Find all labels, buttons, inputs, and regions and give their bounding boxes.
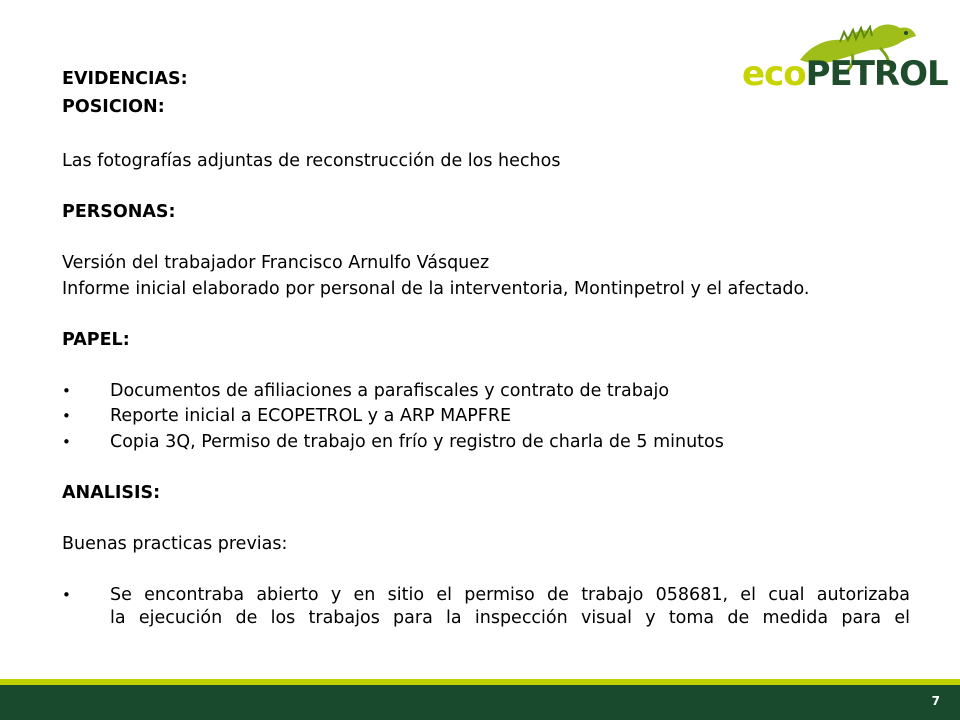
logo-wordmark — [742, 54, 948, 94]
buenas-practicas-text: Buenas practicas previas: — [62, 534, 288, 554]
papel-item-1: Documentos de afiliaciones a parafiscales y contrato de trabajo — [110, 381, 670, 401]
papel-item-2: Reporte inicial a ECOPETROL y a ARP MAPFRE — [110, 406, 512, 426]
heading-posicion: POSICION: — [62, 97, 165, 117]
logo-petrol-text: PETROL — [805, 54, 948, 94]
bullet-icon: • — [62, 586, 71, 604]
footer-bar — [0, 685, 960, 720]
analisis-item-line-2: la ejecución de los trabajos para la inspección visual y toma de medida para el — [110, 608, 910, 628]
bullet-icon: • — [62, 382, 71, 400]
bullet-icon: • — [62, 407, 71, 425]
logo-eco-text: eco — [742, 54, 806, 94]
personas-line-2: Informe inicial elaborado por personal de la interventoria, Montinpetrol y el afectado. — [62, 279, 810, 299]
heading-analisis: ANALISIS: — [62, 483, 161, 503]
personas-line-1: Versión del trabajador Francisco Arnulfo Vásquez — [62, 253, 490, 273]
bullet-icon: • — [62, 433, 71, 451]
ecopetrol-logo — [740, 18, 948, 94]
heading-papel: PAPEL: — [62, 330, 130, 350]
papel-item-3: Copia 3Q, Permiso de trabajo en frío y registro de charla de 5 minutos — [110, 432, 724, 452]
heading-evidencias: EVIDENCIAS: — [62, 69, 188, 89]
page-number: 7 — [931, 694, 940, 708]
analisis-item-line-1: Se encontraba abierto y en sitio el permiso de trabajo 058681, el cual autorizaba — [110, 585, 910, 605]
posicion-text: Las fotografías adjuntas de reconstrucción de los hechos — [62, 151, 561, 171]
heading-personas: PERSONAS: — [62, 202, 176, 222]
